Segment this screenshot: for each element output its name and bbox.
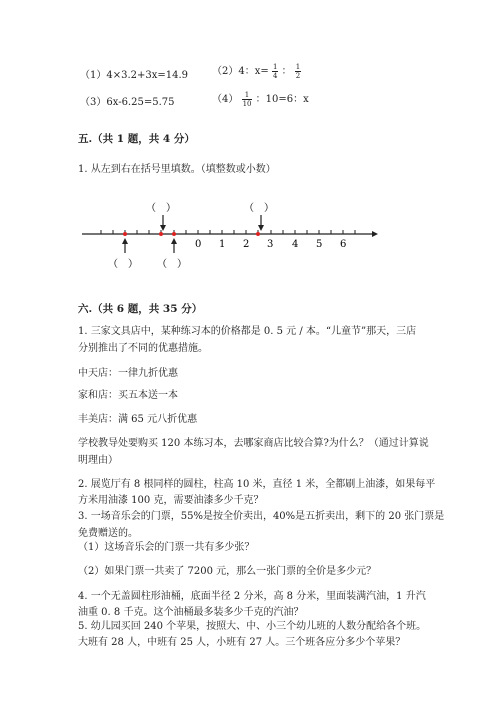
equation-4-prefix: （4） — [212, 94, 239, 105]
question-4-line-1: 4. 一个无盖圆柱形油桶，底面半径 2 分米，高 8 分米，里面装满汽油，1 升汽 — [78, 591, 426, 602]
question-3-sub-2: （2）如果门票一共卖了 7200 元，那么一张门票的全价是多少元？ — [78, 566, 377, 577]
fraction-numerator: 1 — [242, 91, 253, 100]
shop-1-offer: 中天店：一律九折优惠 — [78, 368, 178, 379]
equation-2-prefix: （2）4：x= — [212, 66, 269, 77]
equation-4-suffix: ：10=6：x — [255, 94, 309, 105]
up-arrow-icon — [122, 238, 128, 253]
axis-arrow-icon — [372, 231, 378, 237]
question-5-line-2: 大班有 28 人，中班有 25 人，小班有 27 人。三个班各应分多少个苹果？ — [78, 637, 406, 648]
equation-1: （1）4×3.2+3x=14.9 — [80, 70, 189, 81]
question-3-line-1: 3. 一场音乐会的门票，55%是按全价卖出，40%是五折卖出，剩下的 20 张门票是 — [78, 511, 445, 522]
axis-label-0: 0 — [195, 239, 202, 250]
up-arrow-icon — [171, 238, 177, 253]
question-1-ask-line-2: 明理由） — [78, 455, 118, 466]
axis-label-3: 3 — [267, 239, 274, 250]
section-5-title: 五.（共 1 题，共 4 分） — [78, 133, 195, 145]
equation-3: （3）6x-6.25=5.75 — [80, 97, 175, 108]
bottom-blank-1: （ ） — [108, 259, 138, 270]
question-1-line-2: 分别推出了不同的优惠措施。 — [78, 343, 208, 354]
top-blank-2: （ ） — [244, 203, 274, 214]
axis-label-1: 1 — [219, 239, 226, 250]
question-3-sub-1: （1）这场音乐会的门票一共有多少张？ — [78, 542, 255, 553]
axis-label-5: 5 — [316, 239, 323, 250]
equation-2-fraction-2 — [295, 63, 301, 80]
shop-3-offer: 丰美店：满 65 元八折优惠 — [78, 414, 198, 425]
bottom-blank-2: （ ） — [157, 259, 187, 270]
question-4-line-2: 油重 0. 8 千克。这个油桶最多装多少千克的汽油？ — [78, 607, 304, 618]
axis-label-6: 6 — [340, 239, 347, 250]
fraction-numerator: 1 — [295, 63, 301, 71]
fraction-denominator: 10 — [242, 100, 252, 108]
equation-2-fraction-1 — [272, 63, 278, 80]
equation-4 — [212, 90, 309, 108]
top-blank-1: （ ） — [146, 203, 176, 214]
marked-point — [172, 232, 176, 236]
axis-ticks — [101, 230, 355, 234]
equation-2 — [212, 62, 301, 80]
axis-label-2: 2 — [243, 239, 250, 250]
marked-point — [256, 232, 260, 236]
question-5-line-1: 5. 幼儿园买回 240 个苹果，按照大、中、小三个幼儿班的人数分配给各个班。 — [78, 621, 427, 632]
question-2-line-2: 方米用油漆 100 克，需要油漆多少千克？ — [78, 495, 264, 506]
section-6-title: 六.（共 6 题，共 35 分） — [78, 303, 203, 315]
fraction-denominator: 4 — [272, 72, 278, 80]
fraction-numerator: 1 — [272, 63, 278, 71]
axis-label-4: 4 — [292, 239, 299, 250]
equation-2-separator: ： — [281, 66, 292, 77]
equation-4-fraction — [242, 91, 253, 108]
question-1-line-1: 1. 三家文具店中，某种练习本的价格都是 0. 5 元 / 本。“儿童节”那天，三店 — [78, 326, 417, 337]
down-arrow-icon — [258, 215, 264, 231]
shop-2-offer: 家和店：买五本送一本 — [78, 390, 178, 401]
section-5-question-1: 1. 从左到右在括号里填数。（填整数或小数） — [78, 164, 276, 175]
marked-point — [159, 232, 163, 236]
marked-point — [123, 232, 127, 236]
question-1-ask-line-1: 学校教导处要购买 120 本练习本，去哪家商店比较合算?为什么？（通过计算说 — [78, 438, 429, 449]
down-arrow-icon — [160, 215, 166, 231]
fraction-denominator: 2 — [295, 72, 301, 80]
number-line-figure — [0, 195, 500, 275]
question-3-line-2: 免费赠送的。 — [78, 528, 138, 539]
question-2-line-1: 2. 展览厅有 8 根同样的圆柱，柱高 10 米，直径 1 米，全都刷上油漆，如果每平 — [78, 479, 436, 490]
